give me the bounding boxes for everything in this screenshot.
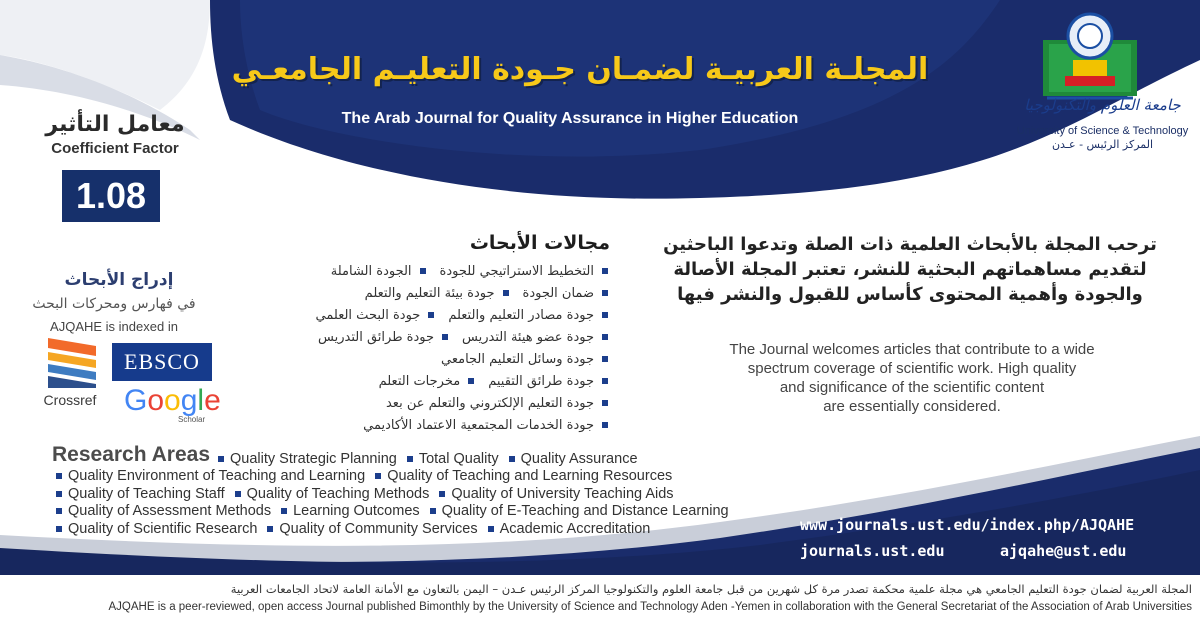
research-area-en: Academic Accreditation	[499, 520, 651, 537]
bullet-icon	[602, 290, 608, 296]
bullet-icon	[267, 526, 273, 532]
university-center: المركز الرئيس - عـدن	[1051, 138, 1154, 151]
university-name-arabic: جامعة العلوم والتكنولوجيا	[1024, 96, 1181, 114]
research-area-en: Quality of E-Teaching and Distance Learning	[441, 503, 729, 520]
bullet-icon	[602, 378, 608, 384]
welcome-text-arabic: ترحب المجلة بالأبحاث العلمية ذات الصلة وتدعوا الباحثين لتقديم مساهماتهم البحثية للنشر، تعتبر المجلة الأصالة والجودة وأهمية المحتوى كأساس للقبول والنشر فيها	[663, 234, 1157, 305]
research-area-ar: جودة بيئة التعليم والتعلم	[364, 285, 495, 301]
research-area-en: Learning Outcomes	[293, 503, 420, 520]
journal-url-link[interactable]: www.journals.ust.edu/index.php/AJQAHE	[800, 516, 1135, 534]
welcome-line: and significance of the scientific content	[779, 379, 1045, 396]
bullet-icon	[430, 508, 436, 514]
bullet-icon	[439, 491, 445, 497]
list-item	[250, 282, 608, 304]
indexing-subtitle-arabic: في فهارس ومحركات البحث	[32, 296, 196, 312]
research-area-ar: جودة التعليم الإلكتروني والتعلم عن بعد	[385, 395, 594, 411]
bullet-icon	[281, 508, 287, 514]
welcome-line: are essentially considered.	[823, 398, 1001, 415]
research-area-ar: الجودة الشاملة	[330, 263, 412, 279]
university-name-english: University of Science & Technology	[1016, 125, 1189, 137]
list-item	[250, 392, 608, 414]
journal-title-english: The Arab Journal for Quality Assurance in Higher Education	[341, 110, 799, 127]
research-area-ar: جودة مصادر التعليم والتعلم	[448, 307, 594, 323]
bullet-icon	[442, 334, 448, 340]
list-item	[250, 370, 608, 392]
list-item	[250, 326, 608, 348]
research-area-en: Quality of University Teaching Aids	[451, 485, 674, 502]
bullet-icon	[235, 491, 241, 497]
bullet-icon	[503, 290, 509, 296]
bullet-icon	[56, 491, 62, 497]
research-areas-list-arabic	[250, 260, 608, 436]
bullet-icon	[56, 508, 62, 514]
research-area-ar: ضمان الجودة	[522, 285, 594, 301]
bullet-icon	[428, 312, 434, 318]
indexing-title-arabic: إدراج الأبحاث	[64, 270, 174, 290]
list-item	[56, 485, 776, 503]
research-area-ar: مخرجات التعلم	[378, 373, 461, 389]
coefficient-value: 1.08	[62, 170, 160, 222]
list-item	[250, 414, 608, 436]
bullet-icon	[420, 268, 426, 274]
research-area-en: Quality of Community Services	[279, 520, 478, 537]
footer-text-arabic: المجلة العربية لضمان جودة التعليم الجامعي هي مجلة علمية محكمة تصدر مرة كل شهرين من قبل جامعة العلوم والتكنولوجيا المركز الرئيس عـدن – اليمن بالتعاون مع الأمانة العامة لاتحاد الجامعات العربية	[230, 582, 1192, 596]
welcome-text-english	[676, 340, 1148, 416]
list-item	[56, 468, 776, 486]
bullet-icon	[602, 356, 608, 362]
research-areas-heading-arabic: مجالات الأبحاث	[469, 232, 610, 254]
research-area-en: Quality of Teaching Methods	[246, 485, 430, 502]
research-area-ar: التخطيط الاستراتيجي للجودة	[439, 263, 594, 279]
bullet-icon	[407, 456, 413, 462]
welcome-line: The Journal welcomes articles that contribute to a wide	[729, 341, 1095, 358]
research-area-en: Total Quality	[418, 450, 499, 467]
research-area-en: Quality Environment of Teaching and Learning	[68, 468, 366, 485]
email-link[interactable]: ajqahe@ust.edu	[1000, 542, 1127, 560]
research-areas-list-english	[52, 442, 776, 538]
research-areas-heading-english: Research Areas	[52, 442, 210, 466]
research-area-ar: جودة الخدمات المجتمعية الاعتماد الأكاديمي	[363, 417, 594, 433]
research-area-ar: جودة البحث العلمي	[315, 307, 421, 323]
list-item	[56, 503, 776, 521]
university-crest-icon	[1035, 10, 1145, 102]
coefficient-label-english: Coefficient Factor	[51, 140, 179, 157]
list-item	[250, 304, 608, 326]
research-area-ar: جودة وسائل التعليم الجامعي	[441, 351, 594, 367]
footer-text-english: AJQAHE is a peer-reviewed, open access Journal published Bimonthly by the University of Science and Technology Aden -Yemen in collaboration with the General Secretariat of the Association of Arab Universities	[108, 601, 1192, 613]
bullet-icon	[602, 400, 608, 406]
google-scholar-label: Scholar	[178, 415, 206, 424]
research-area-ar: جودة طرائق التقييم	[488, 373, 594, 389]
journals-site-link[interactable]: journals.ust.edu	[800, 542, 945, 560]
list-item	[250, 260, 608, 282]
bullet-icon	[468, 378, 474, 384]
ebsco-logo: EBSCO	[112, 343, 212, 381]
research-area-en: Quality of Assessment Methods	[68, 503, 272, 520]
welcome-line: spectrum coverage of scientific work. High quality	[747, 360, 1077, 377]
bullet-icon	[602, 334, 608, 340]
research-area-en: Quality of Scientific Research	[68, 520, 258, 537]
bullet-icon	[56, 473, 62, 479]
indexing-title-english: AJQAHE is indexed in	[50, 319, 178, 334]
research-area-ar: جودة طرائق التدريس	[318, 329, 435, 345]
coefficient-label-arabic: معامل التأثير	[45, 112, 185, 137]
bullet-icon	[602, 268, 608, 274]
list-item	[56, 520, 776, 538]
list-item	[52, 442, 776, 468]
list-item	[250, 348, 608, 370]
crossref-label: Crossref	[43, 392, 97, 408]
bullet-icon	[602, 422, 608, 428]
bullet-icon	[509, 456, 515, 462]
research-area-en: Quality of Teaching Staff	[68, 485, 225, 502]
crossref-logo-icon	[48, 338, 96, 388]
bullet-icon	[375, 473, 381, 479]
research-area-ar: جودة عضو هيئة التدريس	[462, 329, 594, 345]
research-area-en: Quality Assurance	[520, 450, 638, 467]
bullet-icon	[488, 526, 494, 532]
google-scholar-logo: Google	[124, 384, 221, 417]
research-area-en: Quality Strategic Planning	[230, 450, 397, 467]
bullet-icon	[56, 526, 62, 532]
journal-title-arabic: المجلـة العربيـة لضمـان جـودة التعليـم الجامعـي	[231, 52, 929, 87]
bullet-icon	[218, 456, 224, 462]
research-area-en: Quality of Teaching and Learning Resources	[387, 468, 673, 485]
bullet-icon	[602, 312, 608, 318]
